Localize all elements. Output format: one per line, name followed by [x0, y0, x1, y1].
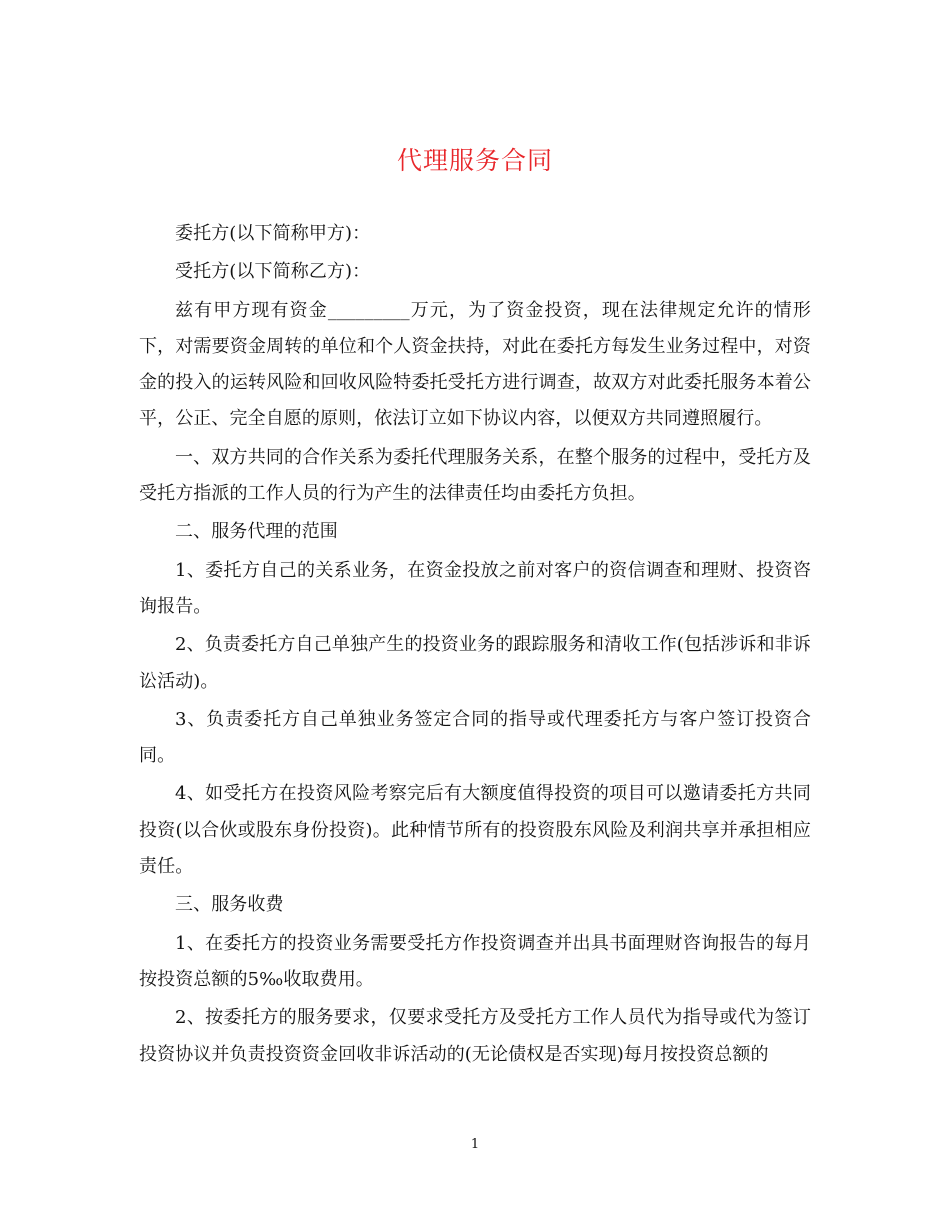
- heading-fees: 三、服务收费: [175, 894, 284, 916]
- paragraph-scope-4: 4、如受托方在投资风险考察完后有大额度值得投资的项目可以邀请委托方共同投资(以合伙或股东身份投资)。此种情节所有的投资股东风险及利润共享并承担相应责任。: [139, 783, 811, 878]
- paragraph-scope-1: 1、委托方自己的关系业务，在资金投放之前对客户的资信调查和理财、投资咨询报告。: [139, 559, 811, 617]
- document-body: [139, 216, 811, 1075]
- paragraph-principal: 委托方(以下简称甲方)：: [175, 223, 371, 244]
- paragraph-clause-1: 一、双方共同的合作关系为委托代理服务关系，在整个服务的过程中，受托方及受托方指派的工作人员的行为产生的法律责任均由委托方负担。: [139, 446, 811, 505]
- amount-blank: _________: [327, 299, 410, 321]
- paragraph-scope-3: 3、负责委托方自己单独业务签定合同的指导或代理委托方与客户签订投资合同。: [139, 708, 811, 767]
- page-number: 1: [470, 1137, 480, 1152]
- document-title: 代理服务合同: [396, 146, 553, 175]
- paragraph-agent: 受托方(以下简称乙方)：: [175, 261, 371, 283]
- preamble-text-end: 万元，为了资金投资，现在法律规定允许的情形下，对需要资金周转的单位和个人资金扶持，对此在委托方每发生业务过程中，对资金的投入的运转风险和回收风险特委托受托方进行调查，故双方对此委托服务本着公平，公正、完全自愿的原则，依法订立如下协议内容，以便双方共同遵照履行。: [139, 299, 811, 430]
- paragraph-fee-2: 2、按委托方的服务要求，仅要求受托方及受托方工作人员代为指导或代为签订投资协议并负责投资资金回收非诉活动的(无论债权是否实现)每月按投资总额的: [139, 1007, 811, 1065]
- heading-scope: 二、服务代理的范围: [175, 521, 338, 543]
- preamble-text-start: 兹有甲方现有资金: [175, 299, 328, 321]
- paragraph-scope-2: 2、负责委托方自己单独产生的投资业务的跟踪服务和清收工作(包括涉诉和非诉讼活动)。: [139, 634, 811, 692]
- paragraph-preamble: [139, 293, 811, 438]
- paragraph-fee-1: 1、在委托方的投资业务需要受托方作投资调查并出具书面理财咨询报告的每月按投资总额的5‰收取费用。: [139, 932, 811, 990]
